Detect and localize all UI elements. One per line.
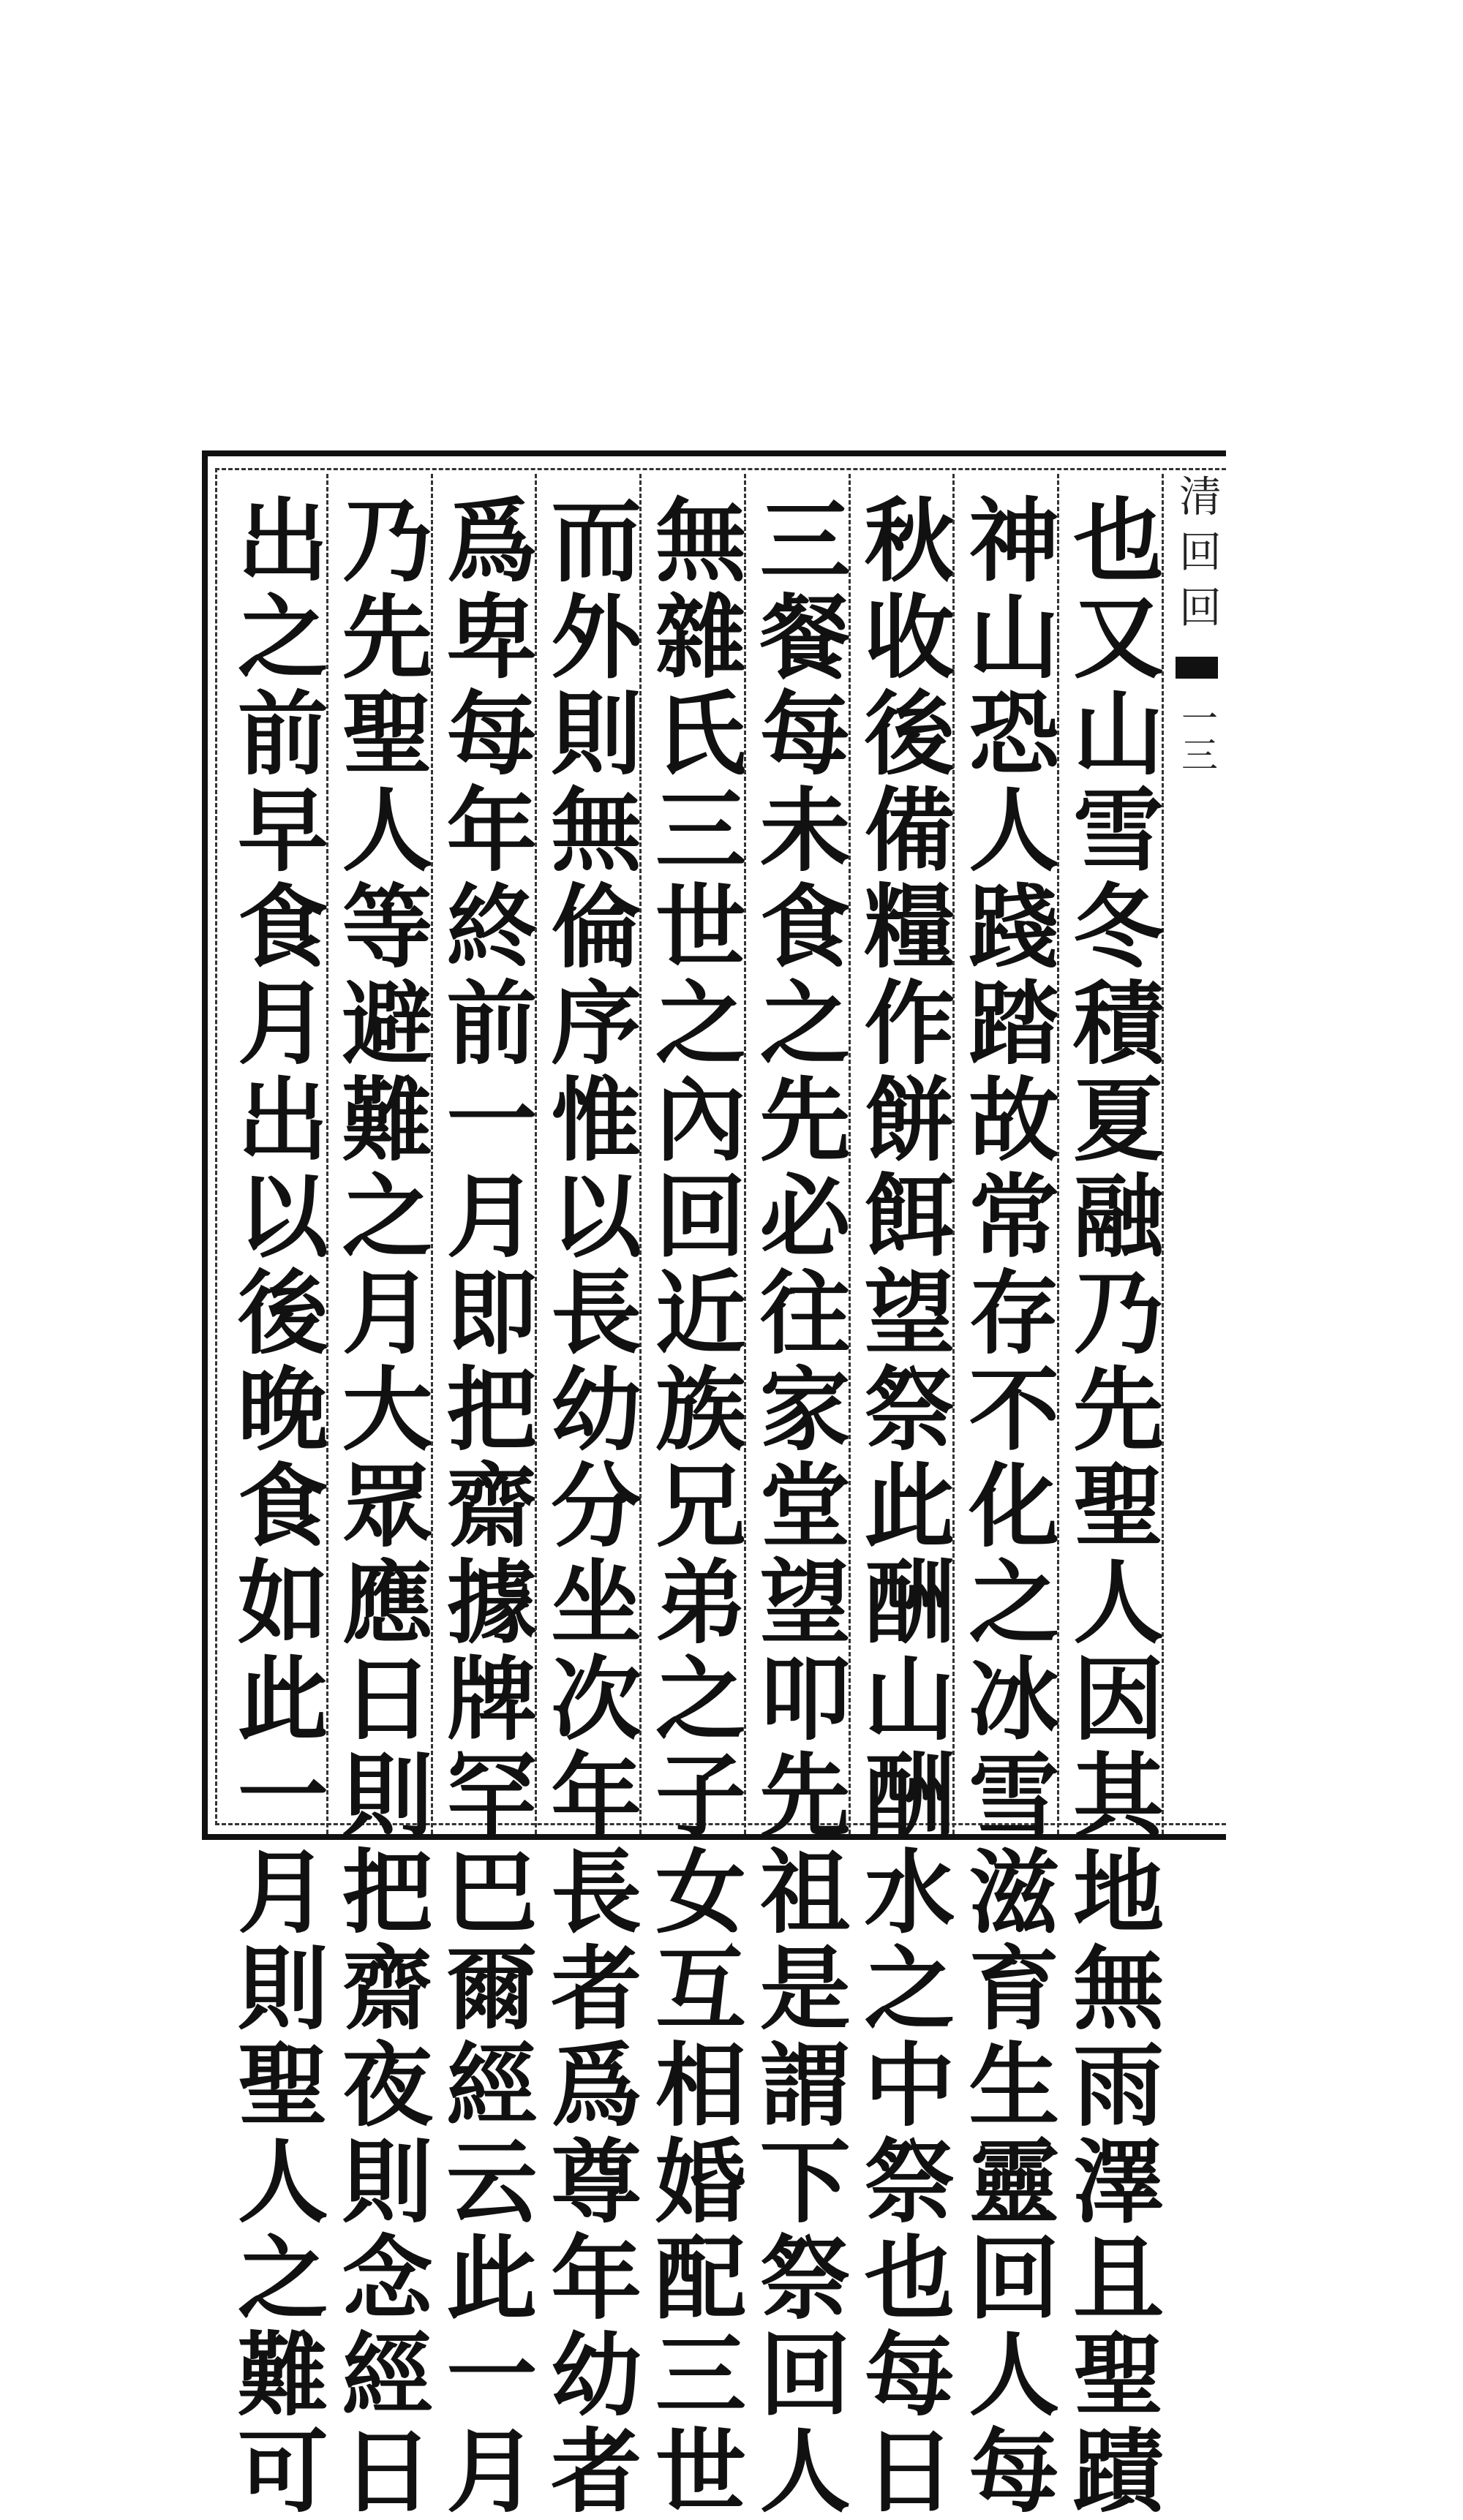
column-text: 無雜氏三世之內回近族兄弟之子女互相婚配三世: [639, 493, 746, 2520]
text-column: [222, 474, 328, 2520]
column-text: 神山恐人踐踏故常存不化之冰雪滋育生靈回人每: [953, 493, 1060, 2520]
text-columns: [222, 474, 1165, 2520]
text-column: [639, 474, 746, 2520]
edge-page-number: 一三: [1176, 699, 1218, 772]
text-column: [1057, 474, 1165, 2520]
column-text: 三餐每未食之先必往家堂望叩先祖是謂下祭回人: [744, 493, 851, 2520]
text-column: [535, 474, 642, 2520]
column-text: 秋收後備糧作餅餌望祭此酬山酬水之中祭也每日: [849, 493, 955, 2520]
column-text: 而外則無倫序惟以長幼分坐次年長者爲尊年幼者: [535, 493, 642, 2520]
text-column: [326, 474, 433, 2520]
column-text: 爲卑每年終前一月即把齋據牌罕巴爾經云此一月: [431, 493, 538, 2520]
column-text: 乃先聖人等避難之月大眾應日則把齋夜則念經日: [326, 493, 433, 2520]
text-column: [849, 474, 955, 2520]
column-text: 也又山雪冬積夏融乃先聖人因其地無雨澤且聖蹟: [1058, 493, 1165, 2520]
edge-title: 清回回: [1172, 474, 1222, 641]
fish-tail-mark: [1176, 657, 1218, 679]
text-column: [744, 474, 851, 2520]
column-text: 出之前早食月出以後晚食如此一月則聖人之難可: [222, 493, 328, 2520]
fore-edge-margin: [1162, 474, 1230, 1834]
text-column: [431, 474, 538, 2520]
text-column: [952, 474, 1060, 2520]
